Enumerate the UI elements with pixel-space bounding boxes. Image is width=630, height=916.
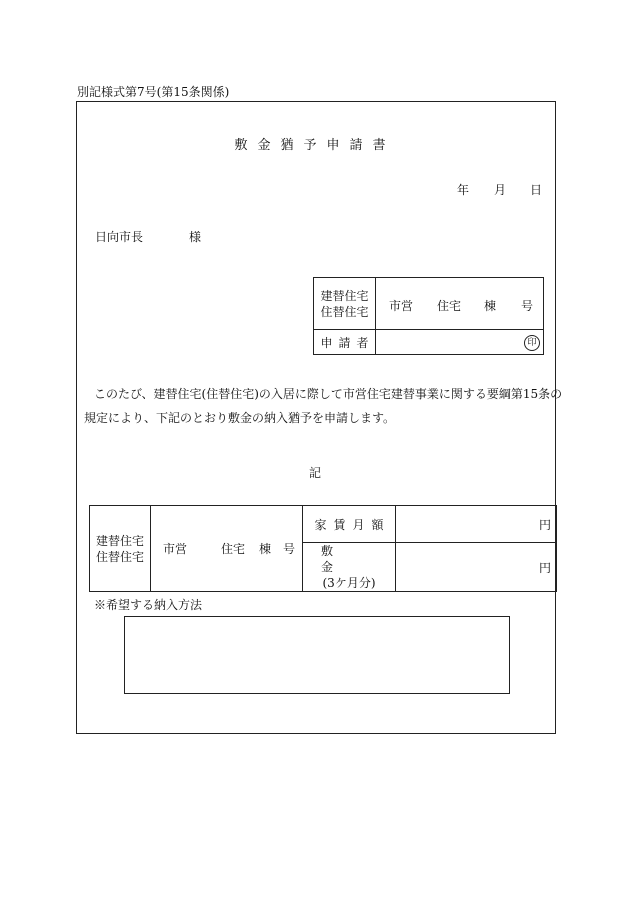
unit-suffix: 号: [521, 299, 534, 313]
housing-value-cell[interactable]: [376, 278, 544, 330]
addressee: 日向市長: [95, 230, 144, 244]
city-prefix: 市営: [389, 299, 414, 313]
jutaku-suffix: 住宅: [437, 299, 462, 313]
housing-label-line2: 住替住宅: [320, 304, 369, 319]
rent-unit: 円: [538, 517, 551, 532]
detail-jutaku-suffix: 住宅: [221, 542, 246, 556]
applicant-name-cell[interactable]: [376, 330, 544, 355]
deposit-unit: 円: [538, 560, 551, 575]
detail-label-line2: 住替住宅: [95, 549, 144, 564]
deposit-label-cell: [303, 543, 396, 592]
applicant-label: 申請者: [314, 330, 376, 355]
applicant-table: [313, 277, 544, 355]
form-title: 敷金猶予申請書: [234, 138, 396, 153]
date-month: 月: [494, 183, 507, 197]
deposit-sub-label: (3ケ月分): [322, 576, 376, 590]
detail-housing-label: [90, 506, 151, 592]
deposit-label: 敷金: [320, 544, 377, 574]
housing-type-label: [314, 278, 376, 330]
detail-building-suffix: 棟: [259, 542, 272, 556]
payment-method-note: ※希望する納入方法: [94, 598, 203, 612]
body-line-1: このたび、建替住宅(住替住宅)の入居に際して市営住宅建替事業に関する要綱第15条の: [94, 387, 563, 401]
date-year: 年: [457, 183, 470, 197]
date-day: 日: [530, 183, 543, 197]
rent-value-cell[interactable]: [396, 506, 557, 543]
detail-label-line1: 建替住宅: [95, 533, 144, 548]
form-number-label: 別記様式第7号(第15条関係): [77, 85, 230, 99]
ki-heading: 記: [308, 466, 321, 480]
deposit-value-cell[interactable]: [396, 543, 557, 592]
payment-method-box[interactable]: [124, 616, 510, 694]
seal-icon: 印: [524, 335, 540, 351]
rent-label: 家賃月額: [303, 506, 396, 543]
detail-housing-value[interactable]: [151, 506, 303, 592]
detail-city-prefix: 市営: [163, 542, 188, 556]
building-suffix: 棟: [484, 299, 497, 313]
honorific: 様: [189, 230, 202, 244]
housing-label-line1: 建替住宅: [320, 288, 369, 303]
body-line-2: 規定により、下記のとおり敷金の納入猶予を申請します。: [84, 411, 396, 425]
detail-unit-suffix: 号: [283, 542, 296, 556]
detail-table: [89, 505, 557, 592]
